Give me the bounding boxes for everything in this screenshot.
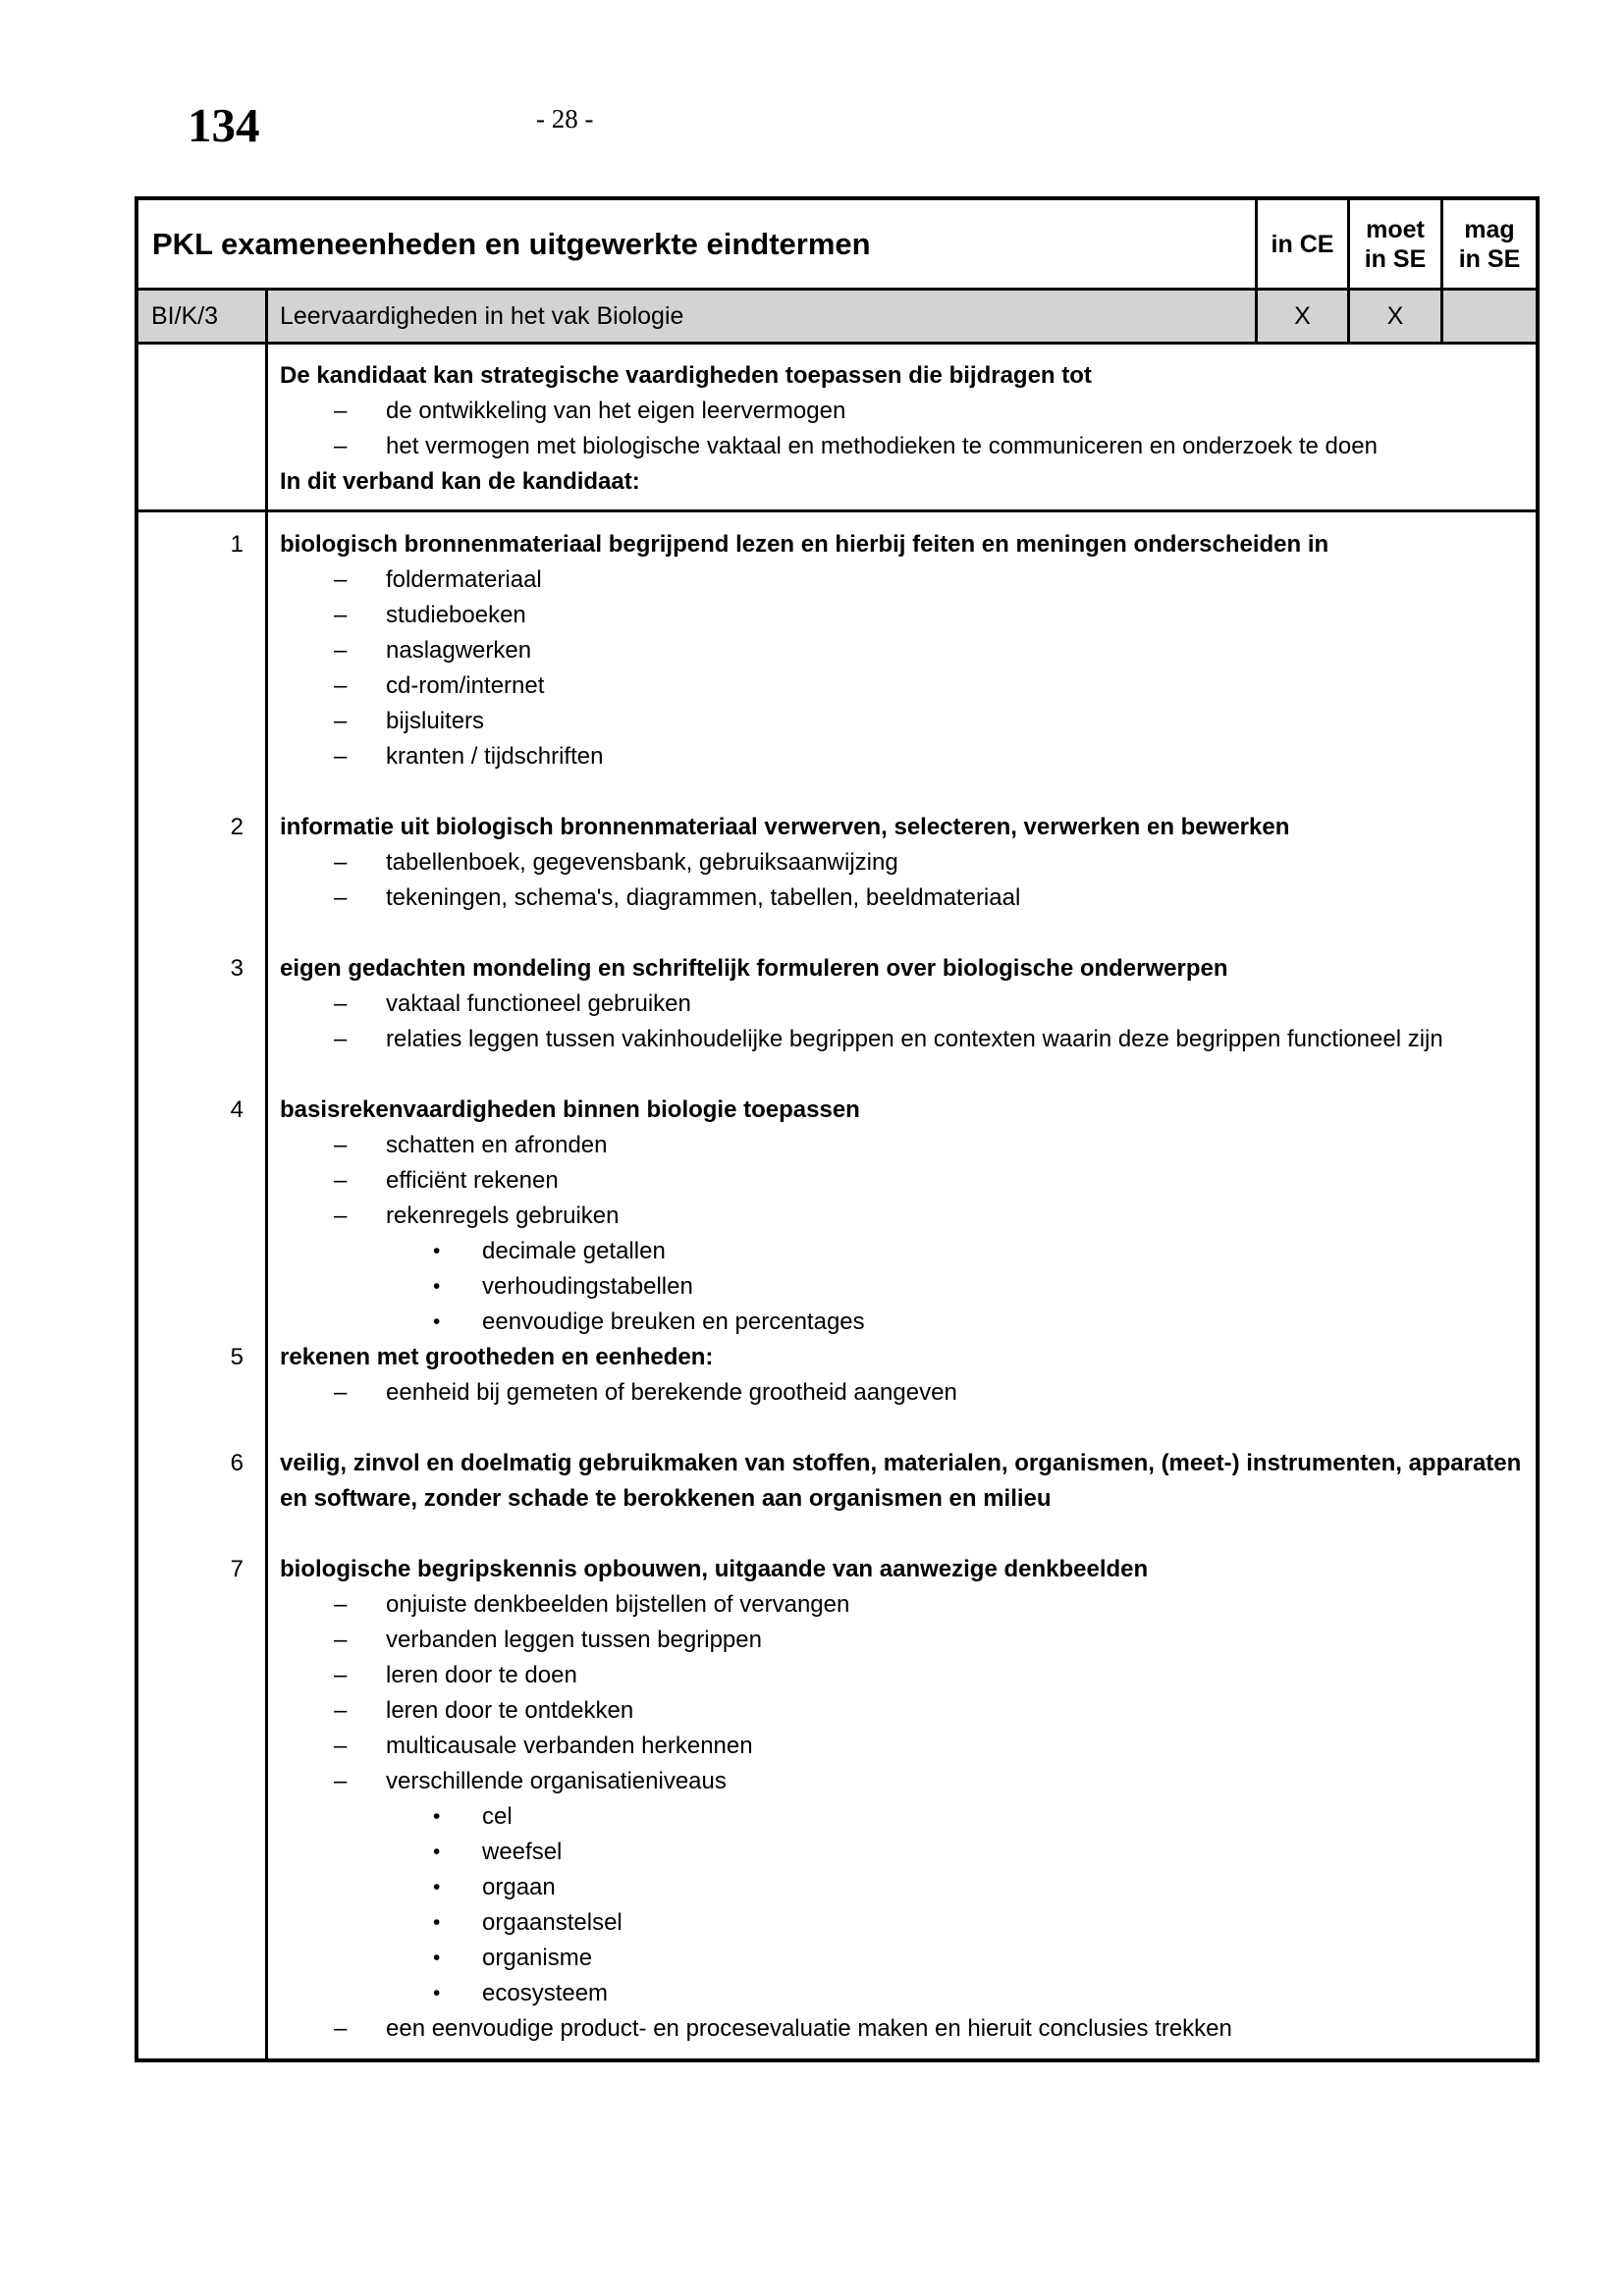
dash-icon: –	[334, 1627, 348, 1653]
item-content	[268, 774, 1536, 916]
unit-mark-mag-in-se	[1440, 291, 1536, 342]
bullet-icon: •	[433, 1911, 441, 1934]
sub-item	[280, 668, 1526, 704]
bullet-icon: •	[433, 1841, 441, 1863]
sub-item	[280, 1623, 1526, 1658]
sub-item	[280, 1128, 1526, 1163]
bullet-icon: •	[433, 1947, 441, 1969]
sub-item-text: studieboeken	[386, 602, 526, 628]
item-title: biologisch bronnenmateriaal begrijpend lezen en hierbij feiten en meningen onderscheiden in	[280, 531, 1329, 558]
sub-item-text: ecosysteem	[482, 1980, 609, 2006]
unit-mark-in-ce: X	[1255, 291, 1347, 342]
bullet-icon: •	[433, 1275, 441, 1298]
dash-icon: –	[334, 743, 348, 770]
sub-item	[280, 1234, 1526, 1269]
intro-bullet	[280, 394, 1526, 429]
sub-item	[280, 1022, 1526, 1057]
unit-mark-moet-in-se: X	[1347, 291, 1440, 342]
page-folio: 134	[188, 98, 260, 152]
sub-item	[280, 1693, 1526, 1729]
dash-icon: –	[334, 433, 348, 459]
bullet-icon: •	[433, 1805, 441, 1828]
item-number: 4	[138, 1057, 268, 1340]
dash-icon: –	[334, 637, 348, 664]
intro-number-cell	[138, 345, 268, 509]
sub-item-text: decimale getallen	[482, 1238, 666, 1264]
sub-item-text: vaktaal functioneel gebruiken	[386, 990, 691, 1017]
unit-row	[138, 291, 1536, 345]
intro-content	[268, 345, 1536, 509]
item-number: 6	[138, 1411, 268, 1517]
item-row	[138, 1411, 1536, 1517]
dash-icon: –	[334, 990, 348, 1017]
sub-item-text: orgaan	[482, 1874, 556, 1900]
item-row	[138, 1057, 1536, 1340]
item-title: eigen gedachten mondeling en schriftelijk formuleren over biologische onderwerpen	[280, 955, 1228, 982]
dash-icon: –	[334, 1697, 348, 1724]
item-content	[268, 512, 1536, 774]
dash-icon: –	[334, 1132, 348, 1158]
sub-item	[280, 562, 1526, 598]
item-title: rekenen met grootheden en eenheden:	[280, 1344, 714, 1370]
sub-item-text: cel	[482, 1803, 513, 1830]
dash-icon: –	[334, 398, 348, 424]
dash-icon: –	[334, 1202, 348, 1229]
dash-icon: –	[334, 1167, 348, 1194]
item-row	[138, 916, 1536, 1057]
sub-item-text: een eenvoudige product- en procesevaluatie maken en hieruit conclusies trekken	[386, 2015, 1232, 2042]
intro-row	[138, 345, 1536, 512]
sub-item	[280, 1305, 1526, 1340]
sub-item	[280, 2011, 1526, 2047]
sub-item	[280, 1905, 1526, 1941]
dash-icon: –	[334, 884, 348, 911]
item-content	[268, 1340, 1536, 1411]
header-col-label: in CE	[1271, 230, 1334, 258]
sub-item	[280, 598, 1526, 633]
table-header-row	[138, 200, 1536, 291]
sub-item-text: schatten en afronden	[386, 1132, 608, 1158]
sub-item	[280, 1199, 1526, 1234]
intro-bullet-text: de ontwikkeling van het eigen leervermogen	[386, 398, 846, 424]
sub-item-text: relaties leggen tussen vakinhoudelijke begrippen en contexten waarin deze begrippen functioneel zijn	[386, 1026, 1443, 1052]
sub-item-text: eenheid bij gemeten of berekende grootheid aangeven	[386, 1379, 957, 1406]
item-title: basisrekenvaardigheden binnen biologie toepassen	[280, 1096, 860, 1123]
dash-icon: –	[334, 2015, 348, 2042]
dash-icon: –	[334, 849, 348, 876]
sub-item	[280, 633, 1526, 668]
sub-item-text: naslagwerken	[386, 637, 532, 664]
item-number: 2	[138, 774, 268, 916]
header-col-label: moet	[1366, 215, 1425, 243]
item-number: 1	[138, 512, 268, 774]
unit-title: Leervaardigheden in het vak Biologie	[280, 301, 684, 330]
sub-item	[280, 1835, 1526, 1870]
sub-item-text: organisme	[482, 1945, 593, 1971]
sub-item	[280, 1976, 1526, 2011]
sub-item-text: onjuiste denkbeelden bijstellen of vervangen	[386, 1591, 850, 1618]
sub-item-text: orgaanstelsel	[482, 1909, 623, 1936]
item-content	[268, 1411, 1536, 1517]
intro-outro: In dit verband kan de kandidaat:	[280, 468, 640, 495]
sub-item	[280, 881, 1526, 916]
sub-item	[280, 1729, 1526, 1764]
sub-item-text: verhoudingstabellen	[482, 1273, 693, 1300]
page-number: - 28 -	[536, 104, 594, 133]
header-col-in-ce	[1255, 200, 1347, 288]
intro-bullet-text: het vermogen met biologische vaktaal en methodieken te communiceren en onderzoek te doen	[386, 433, 1378, 459]
item-row	[138, 1517, 1536, 2058]
item-title: informatie uit biologisch bronnenmateriaal verwerven, selecteren, verwerken en bewerken	[280, 814, 1290, 840]
header-col-label: in SE	[1364, 244, 1427, 273]
dash-icon: –	[334, 1733, 348, 1759]
sub-item	[280, 739, 1526, 774]
sub-item	[280, 1163, 1526, 1199]
bullet-icon: •	[433, 1876, 441, 1898]
item-number: 5	[138, 1340, 268, 1411]
dash-icon: –	[334, 1662, 348, 1688]
dash-icon: –	[334, 1026, 348, 1052]
sub-item	[280, 987, 1526, 1022]
item-row	[138, 774, 1536, 916]
sub-item-text: tekeningen, schema's, diagrammen, tabellen, beeldmateriaal	[386, 884, 1021, 911]
sub-item-text: tabellenboek, gegevensbank, gebruiksaanwijzing	[386, 849, 898, 876]
sub-item	[280, 1870, 1526, 1905]
items-section	[138, 512, 1536, 2058]
intro-bullet	[280, 429, 1526, 464]
sub-item	[280, 1764, 1526, 1799]
item-row	[138, 1340, 1536, 1411]
item-number: 3	[138, 916, 268, 1057]
exam-table	[135, 196, 1540, 2062]
header-col-label: mag	[1464, 215, 1515, 243]
sub-item-text: foldermateriaal	[386, 566, 542, 593]
sub-item-text: leren door te doen	[386, 1662, 577, 1688]
item-title: biologische begripskennis opbouwen, uitgaande van aanwezige denkbeelden	[280, 1556, 1149, 1582]
bullet-icon: •	[433, 1310, 441, 1333]
sub-item-text: bijsluiters	[386, 708, 485, 734]
dash-icon: –	[334, 1591, 348, 1618]
sub-item-text: cd-rom/internet	[386, 672, 545, 699]
header-col-label: in SE	[1458, 244, 1521, 273]
item-content	[268, 1517, 1536, 2058]
sub-item	[280, 1799, 1526, 1835]
sub-item-text: efficiënt rekenen	[386, 1167, 559, 1194]
sub-item-text: eenvoudige breuken en percentages	[482, 1308, 865, 1335]
dash-icon: –	[334, 708, 348, 734]
bullet-icon: •	[433, 1982, 441, 2004]
header-col-moet-in-se	[1347, 200, 1440, 288]
item-number: 7	[138, 1517, 268, 2058]
dash-icon: –	[334, 1768, 348, 1794]
dash-icon: –	[334, 602, 348, 628]
sub-item-text: rekenregels gebruiken	[386, 1202, 620, 1229]
item-row	[138, 512, 1536, 774]
item-content	[268, 916, 1536, 1057]
dash-icon: –	[334, 1379, 348, 1406]
dash-icon: –	[334, 566, 348, 593]
item-content	[268, 1057, 1536, 1340]
sub-item	[280, 1375, 1526, 1411]
sub-item-text: leren door te ontdekken	[386, 1697, 634, 1724]
header-col-mag-in-se	[1440, 200, 1536, 288]
intro-lead: De kandidaat kan strategische vaardigheden toepassen die bijdragen tot	[280, 362, 1092, 389]
table-title: PKL exameneenheden en uitgewerkte eindtermen	[152, 226, 871, 261]
sub-item	[280, 1587, 1526, 1623]
bullet-icon: •	[433, 1240, 441, 1262]
sub-item	[280, 704, 1526, 739]
sub-item-text: kranten / tijdschriften	[386, 743, 604, 770]
sub-item-text: verschillende organisatieniveaus	[386, 1768, 727, 1794]
dash-icon: –	[334, 672, 348, 699]
sub-item-text: multicausale verbanden herkennen	[386, 1733, 753, 1759]
sub-item	[280, 1658, 1526, 1693]
unit-code: BI/K/3	[138, 291, 268, 342]
sub-item-text: weefsel	[482, 1839, 563, 1865]
sub-item	[280, 1269, 1526, 1305]
sub-item	[280, 845, 1526, 881]
item-title: veilig, zinvol en doelmatig gebruikmaken van stoffen, materialen, organismen, (meet-) instrumenten, apparaten en software, zonder schade te berokkenen aan organismen en milieu	[280, 1450, 1522, 1512]
sub-item-text: verbanden leggen tussen begrippen	[386, 1627, 762, 1653]
sub-item	[280, 1941, 1526, 1976]
